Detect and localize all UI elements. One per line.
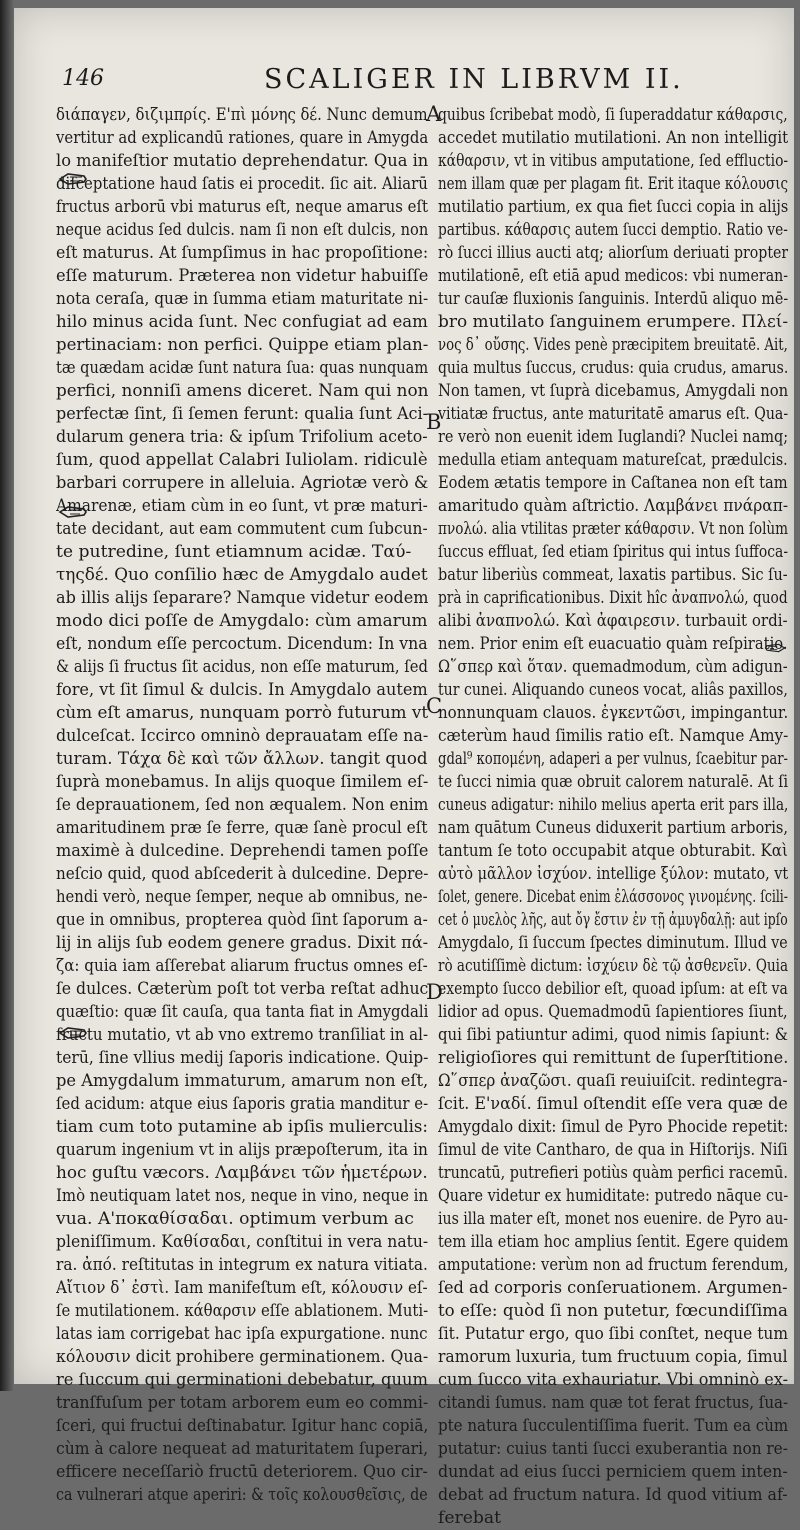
text-line: τηςδέ. Quo conſilio hæc de Amygdalo audet [56,565,428,585]
text-line: eſt, nondum eſſe percoctum. Dicendum: In vna [56,634,428,654]
text-line: quæſtio: quæ ſit cauſa, qua tanta fiat in Amygdali [56,1002,428,1022]
margin-letter-d: D [426,980,443,1004]
text-line: nota ceraſa, quæ in ſumma etiam maturitate ni- [56,289,428,309]
text-line: debat ad fructum natura. Id quod vitium af- [438,1485,788,1505]
text-line: religioſiores qui remittunt de ſuperſtitione. [438,1048,788,1068]
text-line: ſed ad corporis conſeruationem. Argumen- [438,1278,788,1298]
text-line: hendi verò, neque ſemper, neque ab omnibus, ne- [56,887,428,907]
text-line: pleniſſimum. Καθίσαδαι, conſtitui in vera natu- [56,1232,428,1252]
text-line: ſe deprauationem, ſed non æqualem. Non enim [56,795,428,815]
text-line: quia multus ſuccus, crudus: quia crudus, amarus. [438,358,788,378]
text-line: turam. Τάχα δὲ καὶ τῶν ἄλλων. tangit quod [56,749,428,769]
text-line: eſſe maturum. Præterea non videtur habuiſſe [56,266,428,286]
text-line: νος δ᾽ οὔσης. Vides penè præcipitem breuitatē. Ait, [438,335,788,355]
text-line: ra. ἀπό. reſtitutas in integrum ex natura vitiata. [56,1255,428,1275]
text-line: re verò non euenit idem Iuglandi? Nuclei namq; [438,427,788,447]
text-line: & alijs ſi fructus ſit acidus, non eſſe maturum, ſed [56,657,428,677]
text-line: nonnunquam clauos. ἐγκεντῶσι, impingantur. [438,703,788,723]
text-line: amputatione: verùm non ad fructum ferendum, [438,1255,788,1275]
text-line: ſuccus effluat, ſed etiam ſpiritus qui intus ſuffoca- [438,542,788,562]
left-text-column [56,104,428,1507]
text-line: quarum ingenium vt in alijs præpoſterum, ita in [56,1140,428,1160]
text-line: gdal⁹ κοπομένη, adaperi a per vulnus, ſcaebitur par- [438,749,788,769]
text-line: nem. Prior enim eſt euacuatio quàm reſpiratio. [438,634,788,654]
text-line: lo manifeſtior mutatio deprehendatur. Qua in [56,151,428,171]
text-line: ſceri, qui fructui deſtinabatur. Igitur hanc copiā, [56,1416,428,1436]
text-line: cum ſucco vita exhauriatur. Vbi omninò ex- [438,1370,788,1390]
text-line: quibus ſcribebat modò, ſi ſuperaddatur κάθαρσις, [438,105,788,125]
text-line: ſe mutilationem. κάθαρσιν eſſe ablationem. Muti- [56,1301,428,1321]
text-line: ſe dulces. Cæterùm poſt tot verba reſtat adhuc [56,979,428,999]
text-line: fore, vt ſit ſimul & dulcis. In Amygdalo autem [56,680,428,700]
text-line: Amygdalo dixit: ſimul de Pyro Phocide repetit: [438,1117,788,1137]
text-line: tate decidant, aut eam commutent cum ſubcun- [56,519,428,539]
text-line: Ω῞σπερ ἀναζῶσι. quaſi reuiuiſcit. redintegra- [438,1071,788,1091]
text-line: tem illa etiam hoc amplius ſentit. Egere quidem [438,1232,788,1252]
text-line: modo dici poſſe de Amygdalo: cùm amarum [56,611,428,631]
text-line: pe Amygdalum immaturum, amarum non eſt, [56,1071,428,1091]
text-line: lidior ad opus. Quemadmodū ſapientiores ſiunt, [438,1002,788,1022]
text-line: ca vulnerari atque aperiri: & τοῖς κολουσθεῖσις, de [56,1485,428,1505]
text-line: Αἴτιον δ᾽ ἐστὶ. Iam manifeſtum eſt, κόλουσιν eſ- [56,1278,428,1298]
text-line: Quare videtur ex humiditate: putredo nāque cu- [438,1186,788,1206]
text-line: ab illis alijs ſeparare? Namque videtur eodem [56,588,428,608]
text-line: nam quātum Cuneus diduxerit partium arboris, [438,818,788,838]
text-line: partibus. κάθαρσις autem ſucci demptio. Ratio ve- [438,220,788,240]
text-line: tranſfuſum per totam arborem eum eo commi- [56,1393,428,1413]
text-line: ſum, quod appellat Calabri Iuliolam. ridiculè [56,450,428,470]
page-number: 146 [62,66,104,91]
text-line: ferebat [438,1508,502,1528]
margin-letter-a: A [426,102,442,126]
text-line: ſolet, genere. Dicebat enim ἐλάσσονος γινομένης. ſcili- [438,887,788,907]
text-line: hilo minus acida ſunt. Nec confugiat ad eam [56,312,428,332]
text-line: ſed acidum: atque eius ſaporis gratia manditur e- [56,1094,428,1114]
page-header [14,60,794,100]
text-line: bro mutilato ſanguinem erumpere. Πλεί- [438,312,788,332]
text-line: cæterùm haud ſimilis ratio eſt. Namque Amy- [438,726,788,746]
text-line: medulla etiam antequam matureſcat, prædulcis. [438,450,788,470]
text-line: pte natura ſucculentiſſima fuerit. Tum ea cùm [438,1416,788,1436]
text-line: terū, ſine vllius medij ſaporis indicatione. Quip- [56,1048,428,1068]
text-line: tur cunei. Aliquando cuneos vocat, aliâs paxillos, [438,680,788,700]
running-title: SCALIGER IN LIBRVM II. [264,64,684,95]
book-page [14,8,794,1528]
text-line: cùm eſt amarus, nunquam porrò futurum vt [56,703,428,723]
text-line: re ſuccum qui germinationi debebatur, quum [56,1370,428,1390]
text-line: neſcio quid, quod abſcederit à dulcedine. Depre- [56,864,428,884]
text-line: cuneus adigatur: nihilo melius aperta erit pars illa, [438,795,788,815]
text-line: Non tamen, vt ſuprà dicebamus, Amygdali non [438,381,788,401]
text-line: Eodem ætatis tempore in Caſtanea non eſt tam [438,473,788,493]
text-line: amaritudinem præ ſe ferre, quæ ſanè procul eſt [56,818,428,838]
text-line: tur cauſæ fluxionis ſanguinis. Interdū aliquo mē- [438,289,788,309]
text-line: eſt maturus. At ſumpſimus in hac propoſitione: [56,243,428,263]
text-line: κόλουσιν dicit prohibere germinationem. Qua- [56,1347,428,1367]
text-line: Ω῞σπερ καὶ ὅταν. quemadmodum, cùm adigun- [438,657,788,677]
text-line: diſceptatione haud ſatis ei procedit. ſic ait. Aliarū [56,174,428,194]
text-line: to eſſe: quòd ſi non putetur, fœcundiſſima [438,1301,788,1321]
right-text-column [438,104,788,1530]
text-line: tæ quædam acidæ ſunt natura ſua: quas nunquam [56,358,428,378]
text-line: batur liberiùs commeat, laxatis partibus. Sic ſu- [438,565,788,585]
text-line: neque acidus ſed dulcis. nam ſi non eſt dulcis, non [56,220,428,240]
text-line: lij in alijs ſub eodem genere gradus. Dixit πά- [56,933,428,953]
text-line: vertitur ad explicandū rationes, quare in Amygda [56,128,428,148]
text-line: dularum genera tria: & ipſum Trifolium aceto- [56,427,428,447]
text-line: ζα: quia iam aſſerebat aliarum fructus omnes eſ- [56,956,428,976]
text-line: cùm à calore nequeat ad maturitatem ſuperari, [56,1439,428,1459]
text-line: latas iam corrigebat hac ipſa expurgatione. nunc [56,1324,428,1344]
text-line: ſit. Putatur ergo, quo ſibi conſtet, neque tum [438,1324,788,1344]
text-line: κάθαρσιν, vt in vitibus amputatione, ſed effluctio- [438,151,788,171]
text-line: maximè à dulcedine. Deprehendi tamen poſſe [56,841,428,861]
text-line: efficere neceſſariò fructū deteriorem. Quo cir- [56,1462,428,1482]
text-line: qui ſibi patiuntur adimi, quod nimis ſapiunt: & [438,1025,788,1045]
text-line: Imò neutiquam latet nos, neque in vino, neque in [56,1186,428,1206]
text-line: pertinaciam: non perfici. Quippe etiam plan- [56,335,428,355]
margin-letter-b: B [426,410,442,434]
text-line: rò ſucci illius aucti atq; aliorſum deriuati propter [438,243,788,263]
text-line: te ſucci nimia quæ obruit calorem naturalē. At ſi [438,772,788,792]
text-line: rò acutiſſimè dictum: ἰσχύειν δὲ τῷ ἀσθενεῖν. Quia [438,956,788,976]
text-line: tantum ſe toto occupabit atque obturabit. Καὶ [438,841,788,861]
text-line: truncatū, putrefieri potiùs quàm perfici racemū. [438,1163,788,1183]
text-line: putatur: cuius tanti ſucci exuberantia non re- [438,1439,788,1459]
text-line: ſcit. Ε'ναδί. ſimul oſtendit eſſe vera quæ de [438,1094,788,1114]
text-line: amaritudo quàm aſtrictio. Λαμβάνει πνάραπ- [438,496,788,516]
text-line: exempto ſucco debilior eſt, quoad ipſum: at eſt va [438,979,788,999]
text-line: hoc guſtu væcors. Λαμβάνει τῶν ἡμετέρων. [56,1163,428,1183]
text-line: nem illam quæ per plagam fit. Erit itaque κόλουσις [438,174,788,194]
text-line: αὐτὸ μᾶλλον ἰσχύον. intellige ξύλον: mutato, vt [438,864,788,884]
text-line: fructu mutatio, vt ab vno extremo tranſiliat in al- [56,1025,428,1045]
text-line: mutilatio partium, ex qua fiet ſucci copia in alijs [438,197,788,217]
text-line: vitiatæ fructus, ante maturitatē amarus eſt. Qua- [438,404,788,424]
text-line: alibi ἀναπνολώ. Καὶ ἀφαιρεσιν. turbauit ordi- [438,611,788,631]
text-line: accedet mutilatio mutilationi. An non intelligit [438,128,788,148]
text-line: ramorum luxuria, tum fructuum copia, ſimul [438,1347,788,1367]
text-line: ſimul de vite Cantharo, de qua in Hiſtorijs. Niſi [438,1140,788,1160]
text-line: te putredine, ſunt etiamnum acidæ. Ταύ- [56,542,412,562]
text-line: πνολώ. alia vtilitas præter κάθαρσιν. Vt non ſolùm [438,519,788,539]
text-line: διάπαγεν, διζιμπρίς. Ε'πὶ μόνης δέ. Nunc demum [56,105,428,125]
margin-letter-c: C [426,694,443,718]
text-line: ius illa mater eſt, monet nos euenire. de Pyro au- [438,1209,788,1229]
text-line: dulceſcat. Iccirco omninò deprauatam eſſe na- [56,726,428,746]
text-line: que in omnibus, propterea quòd ſint ſaporum a- [56,910,428,930]
text-line: fructus arborū vbi maturus eſt, neque amarus eſt [56,197,428,217]
text-line: Amarenæ, etiam cùm in eo ſunt, vt præ maturi- [56,496,428,516]
text-line: tiam cum toto putamine ab ipſis mulierculis: [56,1117,428,1137]
binding-gutter [0,0,14,1391]
text-line: cet ὁ μυελὸς λῆς, aut ὄγ ἔστιν ἐν τῇ ἀμυγδαλῇ: aut ipſo [438,910,788,930]
text-line: citandi ſumus. nam quæ tot ferat fructus, ſua- [438,1393,788,1413]
text-line: perfectæ ſint, ſi ſemen ferunt: qualia ſunt Aci- [56,404,428,424]
text-line: perfici, nonniſi amens diceret. Nam qui non [56,381,428,401]
text-line: vua. Α'ποκαθίσαδαι. optimum verbum ac [56,1209,414,1229]
text-line: prà in caprificationibus. Dixit hîc ἀναπνολώ, quod [438,588,788,608]
text-line: Amygdalo, ſi ſuccum ſpectes diminutum. Illud ve [438,933,788,953]
text-line: barbari corrupere in alleluia. Agriotæ verò & [56,473,428,493]
text-line: dundat ad eius ſucci perniciem quem inten- [438,1462,788,1482]
text-line: ſuprà monebamus. In alijs quoque ſimilem eſ- [56,772,428,792]
text-line: mutilationē, eſt etiā apud medicos: vbi numeran- [438,266,788,286]
